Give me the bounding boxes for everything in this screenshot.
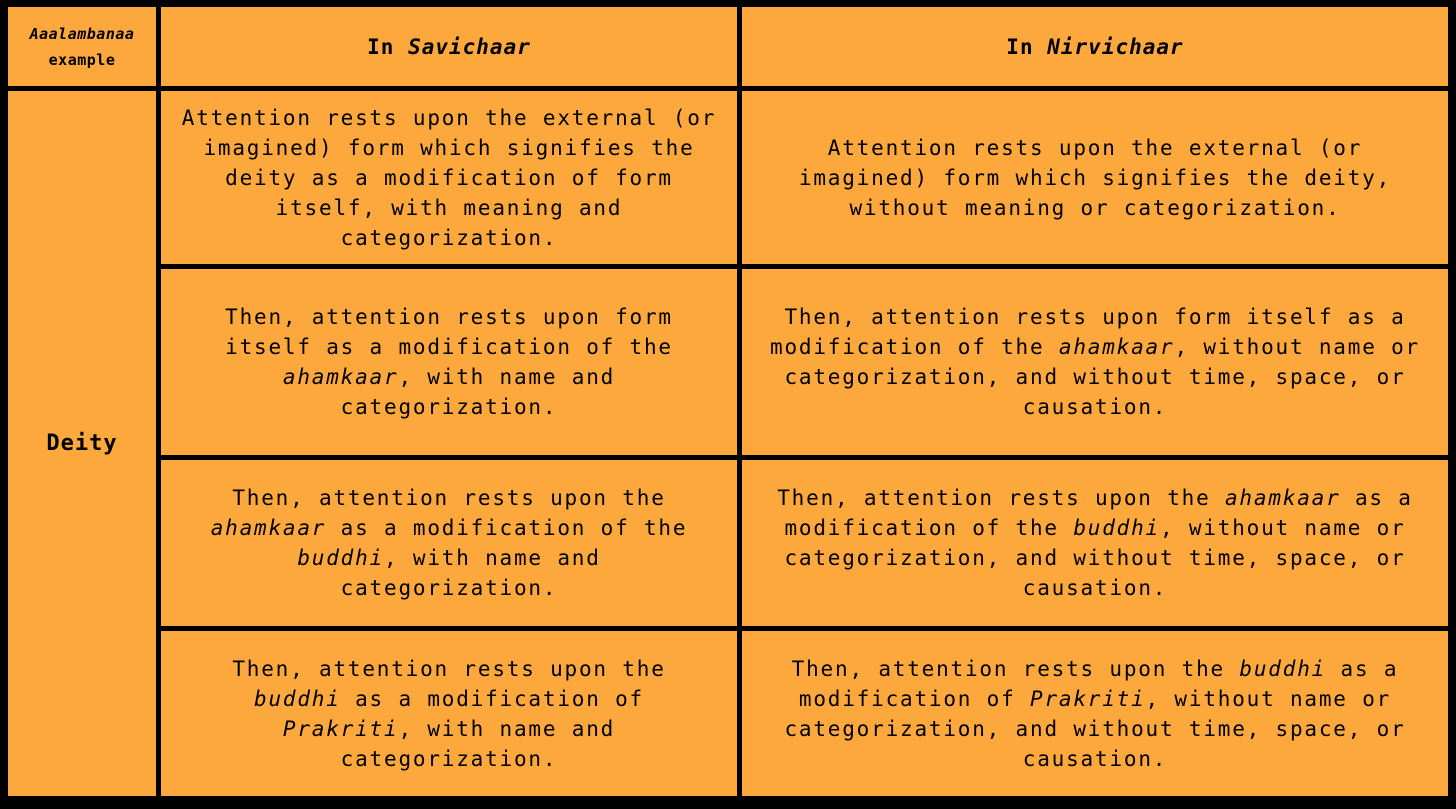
text-segment: , with name and categorization.	[340, 365, 616, 419]
cell-text	[756, 654, 1434, 774]
text-segment: Attention rests upon the external (or imagined) form which signifies the deity, without meaning or categorization.	[798, 135, 1392, 220]
text-segment: as a modification of the	[784, 486, 1413, 540]
row-label-deity	[8, 91, 156, 796]
column-header-nirvichaar	[742, 7, 1448, 86]
italic-term: Prakriti	[1030, 686, 1146, 711]
column-header-term: Savichaar	[408, 34, 531, 59]
corner-header-label	[30, 21, 135, 73]
italic-term: Prakriti	[282, 716, 399, 741]
savichaar-cell-1	[161, 91, 737, 264]
italic-term: ahamkaar	[1058, 335, 1175, 359]
text-segment: , without name or categorization, and without time, space, or causation.	[784, 335, 1420, 419]
column-header-prefix: In	[367, 34, 395, 59]
text-segment: Then, attention rests upon form itself as a modification of the	[225, 305, 673, 359]
nirvichaar-cell-4	[742, 631, 1448, 796]
column-header-prefix: In	[1006, 34, 1034, 59]
italic-term: ahamkaar	[1224, 486, 1341, 510]
italic-term: ahamkaar	[282, 365, 399, 389]
corner-header-term: Aaalambanaa	[29, 24, 135, 43]
italic-term: buddhi	[297, 546, 384, 570]
cell-text	[782, 133, 1408, 223]
text-segment: as a modification of	[340, 686, 644, 711]
nirvichaar-cell-3	[742, 460, 1448, 626]
cell-text	[201, 654, 697, 774]
text-segment: , with name and categorization.	[340, 546, 601, 600]
italic-term: ahamkaar	[210, 516, 327, 540]
cell-text	[756, 483, 1434, 603]
nirvichaar-cell-2	[742, 269, 1448, 455]
text-segment: Then, attention rests upon the	[791, 656, 1240, 681]
text-segment: as a modification of the	[326, 516, 688, 540]
cell-text	[201, 302, 697, 422]
text-segment: Then, attention rests upon the	[232, 656, 666, 681]
italic-term: buddhi	[1239, 656, 1327, 681]
savichaar-cell-4	[161, 631, 737, 796]
text-segment: Then, attention rests upon form itself as a modification of the	[770, 305, 1406, 359]
column-header-term: Nirvichaar	[1047, 34, 1184, 59]
text-segment: as a modification of	[798, 656, 1399, 711]
text-segment: , with name and categorization.	[340, 716, 616, 771]
text-segment: Then, attention rests upon the	[777, 486, 1225, 510]
cell-text	[756, 302, 1434, 422]
corner-header-subtitle: example	[48, 50, 116, 69]
text-segment: , without name or categorization, and without time, space, or causation.	[784, 516, 1406, 600]
column-header-savichaar	[161, 7, 737, 86]
text-segment: , without name or categorization, and without time, space, or causation.	[784, 686, 1406, 771]
text-segment: Then, attention rests upon the	[232, 486, 666, 510]
savichaar-cell-2	[161, 269, 737, 455]
text-segment: Attention rests upon the external (or imagined) form which signifies the deity as a modification of form itself, with meaning and categorization.	[181, 105, 717, 250]
cell-text	[191, 483, 707, 603]
corner-header-cell	[8, 7, 156, 86]
italic-term: buddhi	[254, 686, 341, 711]
nirvichaar-cell-1	[742, 91, 1448, 264]
savichaar-cell-3	[161, 460, 737, 626]
italic-term: buddhi	[1073, 516, 1160, 540]
row-label-text: Deity	[46, 431, 118, 456]
cell-text	[175, 103, 723, 253]
